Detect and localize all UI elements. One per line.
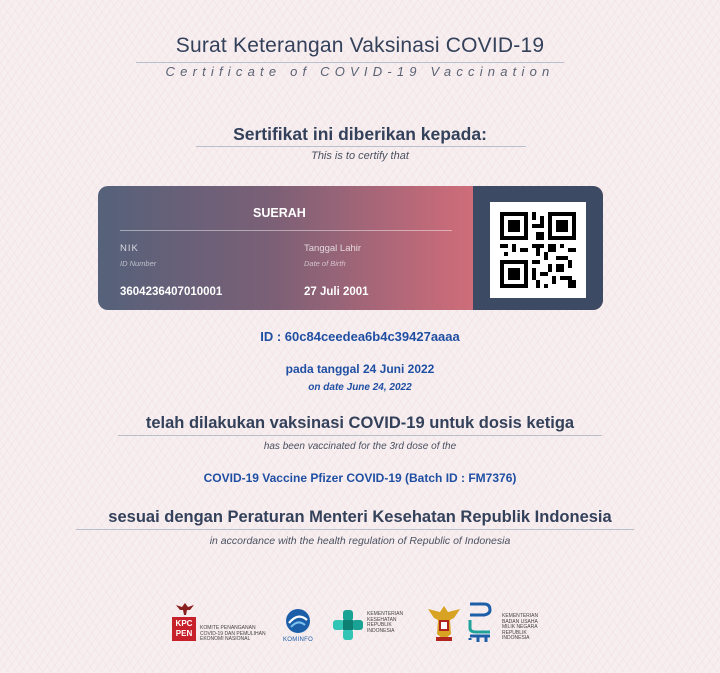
kominfo-logo — [276, 608, 320, 648]
dose-statement-en: has been vaccinated for the 3rd dose of the — [263, 441, 457, 452]
nik-label: NIK — [120, 243, 139, 254]
qr-panel — [473, 186, 603, 310]
kpcpen-mark: KPC PEN — [172, 617, 196, 641]
name-divider — [120, 230, 452, 231]
qr-code-icon[interactable] — [490, 202, 586, 298]
holder-name: SUERAH — [253, 206, 306, 220]
dose-divider — [118, 435, 602, 436]
certificate-id: ID : 60c84ceedea6b4c39427aaaa — [260, 329, 460, 344]
kemenkes-logo — [333, 608, 405, 644]
intro-text-en: This is to certify that — [311, 150, 409, 162]
kominfo-icon — [283, 608, 313, 634]
vaccination-date: pada tanggal 24 Juni 2022 — [285, 362, 435, 376]
intro-text: Sertifikat ini diberikan kepada: — [233, 124, 487, 144]
nik-label-en: ID Number — [120, 259, 157, 268]
kemenkes-cross-icon — [333, 610, 363, 640]
garuda-pancasila-icon — [424, 604, 464, 644]
logo-strip — [0, 598, 720, 648]
nik-value: 3604236407010001 — [120, 286, 223, 298]
title-divider — [136, 62, 564, 63]
certificate-title: Surat Keterangan Vaksinasi COVID-19 — [175, 34, 545, 57]
kpcpen-logo — [172, 602, 264, 646]
vaccine-info: COVID-19 Vaccine Pfizer COVID-19 (Batch ID : FM7376) — [203, 471, 517, 485]
garuda-icon — [174, 602, 196, 616]
regulation-statement: sesuai dengan Peraturan Menteri Kesehatan Republik Indonesia — [108, 508, 612, 526]
vaccination-date-en: on date June 24, 2022 — [308, 382, 412, 393]
regulation-divider — [76, 529, 634, 530]
bumn-logo — [466, 602, 546, 646]
identity-card — [98, 186, 603, 310]
certificate-subtitle: Certificate of COVID-19 Vaccination — [165, 64, 555, 79]
bumn-description: KEMENTERIAN BADAN USAHA MILIK NEGARA REPUBLIK INDONESIA — [502, 613, 539, 641]
kpcpen-description: KOMITE PENANGANAN COVID-19 DAN PEMULIHAN EKONOMI NASIONAL — [200, 625, 266, 642]
kemenkes-description: KEMENTERIAN KESEHATAN REPUBLIK INDONESIA — [367, 611, 404, 634]
dob-label-en: Date of Birth — [304, 259, 346, 268]
dose-statement: telah dilakukan vaksinasi COVID-19 untuk dosis ketiga — [145, 414, 575, 432]
regulation-statement-en: in accordance with the health regulation of Republic of Indonesia — [209, 535, 511, 547]
dob-label: Tanggal Lahir — [304, 243, 362, 254]
dob-value: 27 Juli 2001 — [304, 286, 369, 298]
intro-divider — [196, 146, 526, 147]
kominfo-label: KOMINFO — [282, 637, 314, 643]
garuda-pancasila-logo — [424, 604, 464, 644]
bumn-mark-icon — [466, 602, 496, 642]
